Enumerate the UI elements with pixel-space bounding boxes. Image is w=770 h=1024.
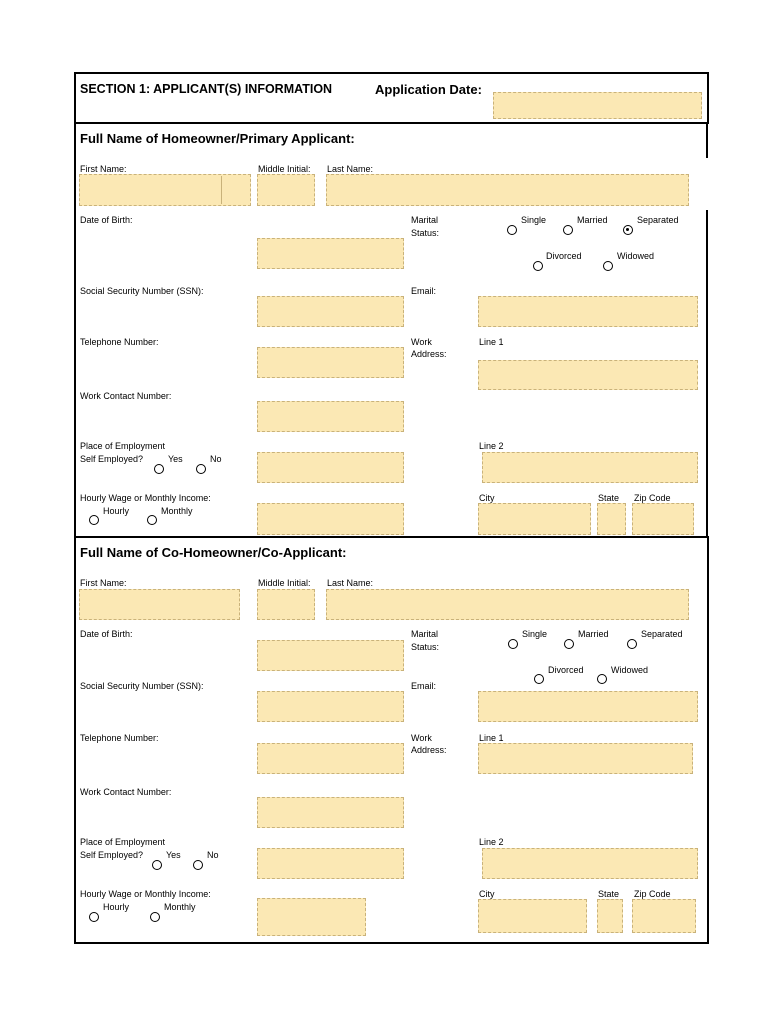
- primary-work-line1-input[interactable]: [478, 360, 698, 390]
- primary-telephone-label: Telephone Number:: [80, 337, 159, 347]
- co-marital-married-label: Married: [578, 629, 609, 639]
- co-zip-input[interactable]: [632, 899, 696, 933]
- co-work-address-label-1: Work: [411, 733, 432, 743]
- primary-first-name-divider: [221, 176, 222, 204]
- primary-self-employed-no-radio[interactable]: [196, 464, 206, 474]
- primary-telephone-input[interactable]: [257, 347, 404, 378]
- co-marital-widowed-label: Widowed: [611, 665, 649, 675]
- co-self-employed-yes-radio[interactable]: [152, 860, 162, 870]
- application-date-label: Application Date:: [375, 82, 482, 97]
- primary-last-name-label: Last Name:: [327, 164, 374, 174]
- primary-line2-label: Line 2: [479, 441, 504, 451]
- co-work-contact-label: Work Contact Number:: [80, 787, 172, 797]
- co-self-employed-label: Self Employed?: [80, 850, 144, 860]
- co-work-line2-input[interactable]: [482, 848, 698, 879]
- application-date-input[interactable]: [493, 92, 702, 119]
- co-marital-widowed-radio[interactable]: [597, 674, 607, 684]
- co-middle-initial-input[interactable]: [257, 589, 315, 620]
- primary-wage-input[interactable]: [257, 503, 404, 535]
- primary-section-title: Full Name of Homeowner/Primary Applicant:: [80, 131, 355, 146]
- co-telephone-input[interactable]: [257, 743, 404, 774]
- co-email-label: Email:: [411, 681, 437, 691]
- co-hourly-radio[interactable]: [89, 912, 99, 922]
- co-dob-input[interactable]: [257, 640, 404, 671]
- co-first-name-label: First Name:: [80, 578, 127, 588]
- co-marital-label-1: Marital: [411, 629, 439, 639]
- co-hourly-label: Hourly: [103, 902, 130, 912]
- primary-marital-label-1: Marital: [411, 215, 439, 225]
- co-marital-separated-radio[interactable]: [627, 639, 637, 649]
- primary-employment-input[interactable]: [257, 452, 404, 483]
- primary-marital-divorced-radio[interactable]: [533, 261, 543, 271]
- co-place-of-employment-label: Place of Employment: [80, 837, 166, 847]
- primary-city-label: City: [479, 493, 495, 503]
- primary-line1-label: Line 1: [479, 337, 504, 347]
- primary-marital-single-radio[interactable]: [507, 225, 517, 235]
- co-self-employed-no-label: No: [207, 850, 219, 860]
- primary-place-of-employment-label: Place of Employment: [80, 441, 166, 451]
- primary-marital-married-label: Married: [577, 215, 608, 225]
- co-work-address-label-2: Address:: [411, 745, 447, 755]
- primary-zip-label: Zip Code: [634, 493, 671, 503]
- primary-right-border-lower: [706, 210, 708, 538]
- co-marital-married-radio[interactable]: [564, 639, 574, 649]
- primary-last-name-input[interactable]: [326, 174, 689, 206]
- co-marital-divorced-radio[interactable]: [534, 674, 544, 684]
- primary-marital-label-2: Status:: [411, 228, 440, 238]
- primary-work-address-label-2: Address:: [411, 349, 447, 359]
- primary-self-employed-label: Self Employed?: [80, 454, 144, 464]
- co-monthly-radio[interactable]: [150, 912, 160, 922]
- co-self-employed-yes-label: Yes: [166, 850, 181, 860]
- co-state-input[interactable]: [597, 899, 623, 933]
- primary-city-input[interactable]: [478, 503, 591, 535]
- co-line2-label: Line 2: [479, 837, 504, 847]
- co-telephone-label: Telephone Number:: [80, 733, 159, 743]
- primary-monthly-label: Monthly: [161, 506, 193, 516]
- co-section-title: Full Name of Co-Homeowner/Co-Applicant:: [80, 545, 347, 560]
- primary-wage-label: Hourly Wage or Monthly Income:: [80, 493, 211, 503]
- co-marital-label-2: Status:: [411, 642, 440, 652]
- primary-dob-label: Date of Birth:: [80, 215, 133, 225]
- co-state-label: State: [598, 889, 620, 899]
- co-email-input[interactable]: [478, 691, 698, 722]
- primary-middle-initial-input[interactable]: [257, 174, 315, 206]
- primary-state-label: State: [598, 493, 620, 503]
- primary-right-border: [706, 122, 708, 158]
- primary-zip-input[interactable]: [632, 503, 694, 535]
- primary-self-employed-yes-radio[interactable]: [154, 464, 164, 474]
- co-marital-divorced-label: Divorced: [548, 665, 584, 675]
- primary-first-name-input[interactable]: [79, 174, 251, 206]
- primary-marital-married-radio[interactable]: [563, 225, 573, 235]
- co-last-name-input[interactable]: [326, 589, 689, 620]
- co-ssn-label: Social Security Number (SSN):: [80, 681, 204, 691]
- primary-hourly-label: Hourly: [103, 506, 130, 516]
- co-employment-input[interactable]: [257, 848, 404, 879]
- primary-marital-widowed-label: Widowed: [617, 251, 655, 261]
- co-city-label: City: [479, 889, 495, 899]
- primary-work-contact-label: Work Contact Number:: [80, 391, 172, 401]
- co-last-name-label: Last Name:: [327, 578, 374, 588]
- co-marital-separated-label: Separated: [641, 629, 683, 639]
- co-marital-single-label: Single: [522, 629, 548, 639]
- primary-marital-separated-radio[interactable]: [623, 225, 633, 235]
- primary-email-input[interactable]: [478, 296, 698, 327]
- co-zip-label: Zip Code: [634, 889, 671, 899]
- primary-monthly-radio[interactable]: [147, 515, 157, 525]
- co-first-name-input[interactable]: [79, 589, 240, 620]
- primary-self-employed-no-label: No: [210, 454, 222, 464]
- primary-dob-input[interactable]: [257, 238, 404, 269]
- primary-marital-divorced-label: Divorced: [546, 251, 582, 261]
- primary-work-contact-input[interactable]: [257, 401, 404, 432]
- co-dob-label: Date of Birth:: [80, 629, 133, 639]
- primary-ssn-input[interactable]: [257, 296, 404, 327]
- co-wage-input[interactable]: [257, 898, 366, 936]
- co-line1-label: Line 1: [479, 733, 504, 743]
- primary-email-label: Email:: [411, 286, 437, 296]
- primary-hourly-radio[interactable]: [89, 515, 99, 525]
- primary-middle-initial-label: Middle Initial:: [258, 164, 311, 174]
- primary-marital-separated-label: Separated: [637, 215, 679, 225]
- section-title: SECTION 1: APPLICANT(S) INFORMATION: [80, 82, 333, 96]
- primary-ssn-label: Social Security Number (SSN):: [80, 286, 204, 296]
- primary-work-address-label-1: Work: [411, 337, 432, 347]
- primary-first-name-label: First Name:: [80, 164, 127, 174]
- co-marital-single-radio[interactable]: [508, 639, 518, 649]
- primary-marital-widowed-radio[interactable]: [603, 261, 613, 271]
- co-city-input[interactable]: [478, 899, 587, 933]
- co-middle-initial-label: Middle Initial:: [258, 578, 311, 588]
- co-work-line1-input[interactable]: [478, 743, 693, 774]
- primary-work-line2-input[interactable]: [482, 452, 698, 483]
- co-self-employed-no-radio[interactable]: [193, 860, 203, 870]
- co-work-contact-input[interactable]: [257, 797, 404, 828]
- primary-self-employed-yes-label: Yes: [168, 454, 183, 464]
- co-ssn-input[interactable]: [257, 691, 404, 722]
- primary-state-input[interactable]: [597, 503, 626, 535]
- co-monthly-label: Monthly: [164, 902, 196, 912]
- co-wage-label: Hourly Wage or Monthly Income:: [80, 889, 211, 899]
- primary-marital-single-label: Single: [521, 215, 547, 225]
